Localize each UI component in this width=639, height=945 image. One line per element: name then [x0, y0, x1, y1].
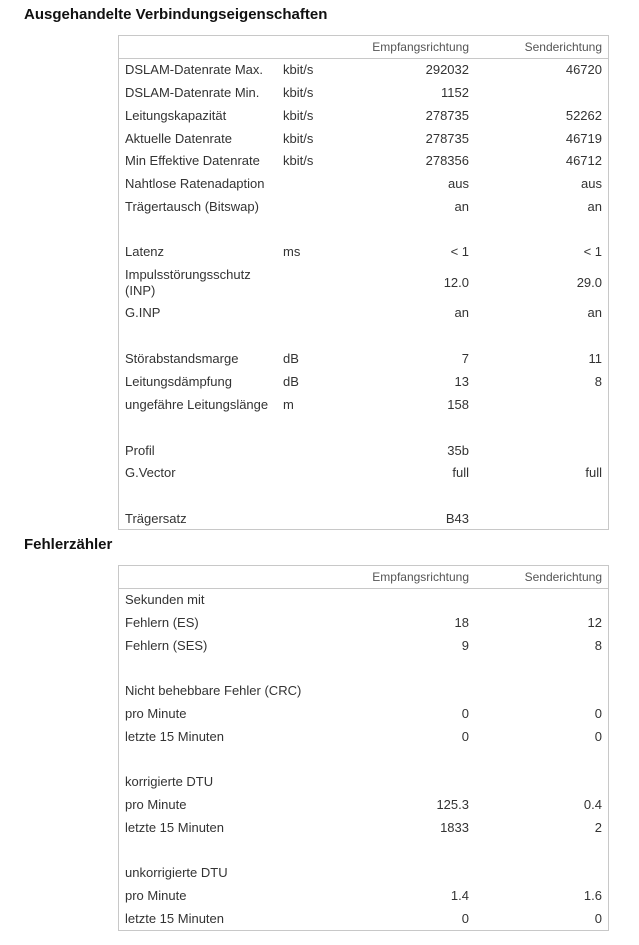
row-rx: an: [454, 199, 469, 214]
row-tx: 0: [594, 706, 602, 721]
header-tx: Senderichtung: [524, 40, 602, 54]
row-label: Störabstandsmarge: [125, 351, 239, 366]
row-label: Nicht behebbare Fehler (CRC): [125, 683, 302, 698]
row-tx: 8: [594, 638, 602, 653]
row-rx: 12.0: [443, 275, 469, 290]
row-tx: an: [587, 199, 602, 214]
table-row: [119, 884, 608, 907]
table-row: [119, 439, 608, 462]
row-label: Profil: [125, 443, 155, 458]
row-unit: kbit/s: [283, 131, 314, 146]
row-label: DSLAM-Datenrate Min.: [125, 85, 260, 100]
row-label: Latenz: [125, 244, 165, 259]
row-tx: 52262: [565, 108, 602, 123]
row-label: Aktuelle Datenrate: [125, 131, 232, 146]
error-counter-title: Fehlerzähler: [24, 536, 113, 553]
row-label: pro Minute: [125, 797, 187, 812]
row-rx: 13: [454, 374, 469, 389]
row-label: Min Effektive Datenrate: [125, 153, 260, 168]
row-label: pro Minute: [125, 888, 187, 903]
row-unit: kbit/s: [283, 62, 314, 77]
row-rx: 278735: [425, 108, 469, 123]
row-tx: 46712: [565, 153, 602, 168]
row-rx: 0: [461, 911, 469, 926]
table-header: [119, 566, 608, 589]
row-tx: 0: [594, 911, 602, 926]
row-rx: aus: [448, 176, 469, 191]
row-tx: 46720: [565, 62, 602, 77]
row-rx: 18: [454, 615, 469, 630]
row-tx: 29.0: [576, 275, 602, 290]
row-rx: full: [452, 465, 469, 480]
row-unit: dB: [283, 374, 299, 389]
row-label: Nahtlose Ratenadaption: [125, 176, 265, 191]
row-label: G.Vector: [125, 465, 176, 480]
row-unit: kbit/s: [283, 153, 314, 168]
row-tx: aus: [581, 176, 602, 191]
row-label: Leitungsdämpfung: [125, 374, 232, 389]
row-rx: 125.3: [436, 797, 469, 812]
row-rx: 158: [447, 397, 469, 412]
row-label: Leitungskapazität: [125, 108, 227, 123]
table-row: [119, 461, 608, 484]
row-rx: 35b: [447, 443, 469, 458]
row-unit: kbit/s: [283, 108, 314, 123]
row-label: letzte 15 Minuten: [125, 729, 225, 744]
row-label: Fehlern (SES): [125, 638, 208, 653]
table-row: [119, 104, 608, 127]
row-tx: 8: [594, 374, 602, 389]
table-row: [119, 507, 608, 530]
row-rx: 0: [461, 706, 469, 721]
table-row: [119, 195, 608, 218]
row-rx: B43: [445, 511, 469, 526]
row-rx: 278735: [425, 131, 469, 146]
table-row: [119, 127, 608, 150]
row-tx: 0: [594, 729, 602, 744]
row-tx: an: [587, 305, 602, 320]
table-row: [119, 347, 608, 370]
row-rx: 1833: [440, 820, 469, 835]
row-label: Trägertausch (Bitswap): [125, 199, 259, 214]
row-label: Impulsstörungsschutz (INP): [125, 267, 251, 298]
table-row: [119, 240, 608, 263]
row-unit: kbit/s: [283, 85, 314, 100]
table-header: [119, 36, 608, 59]
row-label: unkorrigierte DTU: [125, 865, 228, 880]
row-label: Sekunden mit: [125, 592, 205, 607]
row-rx: 292032: [425, 62, 469, 77]
row-unit: dB: [283, 351, 299, 366]
row-label: Fehlern (ES): [125, 615, 199, 630]
row-label: pro Minute: [125, 706, 187, 721]
row-label: Trägersatz: [125, 511, 187, 526]
header-rx: Empfangsrichtung: [372, 570, 469, 584]
connection-properties-title: Ausgehandelte Verbindungseigenschaften: [24, 6, 328, 23]
table-row: [119, 149, 608, 172]
row-tx: 46719: [565, 131, 602, 146]
row-tx: < 1: [583, 244, 602, 259]
row-rx: 1.4: [450, 888, 469, 903]
table-row: [119, 393, 608, 416]
row-unit: m: [283, 397, 294, 412]
header-rx: Empfangsrichtung: [372, 40, 469, 54]
table-row: [119, 370, 608, 393]
table-row: [119, 634, 608, 657]
row-rx: 7: [461, 351, 469, 366]
table-row: [119, 702, 608, 725]
row-label: letzte 15 Minuten: [125, 911, 225, 926]
row-label: DSLAM-Datenrate Max.: [125, 62, 263, 77]
row-rx: an: [454, 305, 469, 320]
row-rx: 278356: [425, 153, 469, 168]
row-label: korrigierte DTU: [125, 774, 214, 789]
row-rx: 0: [461, 729, 469, 744]
row-label: G.INP: [125, 305, 161, 320]
table-row: [119, 588, 608, 611]
table-row: [119, 816, 608, 839]
row-label: ungefähre Leitungslänge: [125, 397, 269, 412]
error-counter-table: [118, 565, 609, 931]
table-row: [119, 58, 608, 81]
table-row: [119, 725, 608, 748]
row-rx: 1152: [441, 85, 469, 100]
row-rx: < 1: [450, 244, 469, 259]
table-row: [119, 793, 608, 816]
table-row: [119, 301, 608, 324]
header-tx: Senderichtung: [524, 570, 602, 584]
row-tx: 11: [588, 351, 602, 366]
table-row: [119, 907, 608, 930]
row-tx: 1.6: [583, 888, 602, 903]
table-row: [119, 861, 608, 884]
row-rx: 9: [461, 638, 469, 653]
row-tx: 12: [587, 615, 602, 630]
row-tx: 0.4: [583, 797, 602, 812]
table-row: [119, 267, 608, 299]
table-row: [119, 611, 608, 634]
connection-properties-table: [118, 35, 609, 530]
row-label: letzte 15 Minuten: [125, 820, 225, 835]
table-row: [119, 172, 608, 195]
table-row: [119, 679, 608, 702]
row-tx: 2: [594, 820, 602, 835]
table-row: [119, 81, 608, 104]
row-tx: full: [585, 465, 602, 480]
row-unit: ms: [283, 244, 301, 259]
table-row: [119, 770, 608, 793]
